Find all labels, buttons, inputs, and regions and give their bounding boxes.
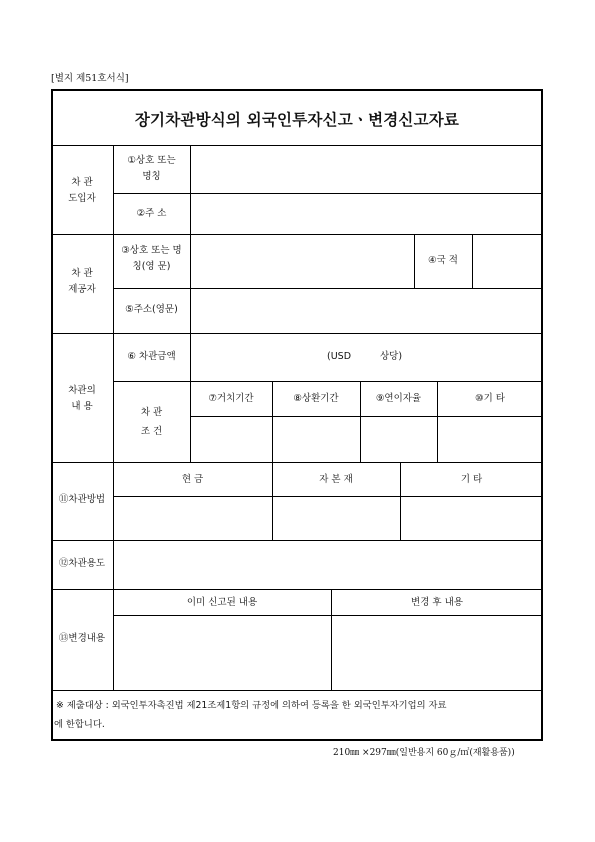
capital-goods-header: 자 본 재 xyxy=(319,474,353,485)
loan-amount-field[interactable] xyxy=(191,334,542,381)
borrower-label-line2: 도입자 xyxy=(68,192,96,204)
loan-usage-field[interactable] xyxy=(114,541,542,589)
cash-header: 현 금 xyxy=(181,474,204,485)
borrower-name-field[interactable] xyxy=(191,146,542,193)
loan-label-line2: 내 용 xyxy=(71,400,93,412)
capital-goods-field[interactable] xyxy=(273,497,400,540)
previously-reported-field[interactable] xyxy=(114,616,331,690)
loan-amount-equivalent: 상당) xyxy=(380,351,403,362)
after-change-field[interactable] xyxy=(332,616,542,690)
loan-section-label xyxy=(51,385,113,414)
grace-period-field[interactable] xyxy=(191,417,272,462)
loan-method-label: ⑪차관방법 xyxy=(58,494,106,505)
loan-amount-currency: (USD xyxy=(327,351,352,362)
other-terms-field[interactable] xyxy=(438,417,542,462)
other-method-header: 기 타 xyxy=(460,474,483,485)
after-change-header: 변경 후 내용 xyxy=(411,597,463,608)
provider-label-line2: 제공자 xyxy=(68,283,96,295)
row-divider xyxy=(51,589,543,590)
paper-spec-footer: 210㎜ ×297㎜(일반용지 60ｇ/㎡(재활용품)) xyxy=(333,748,515,758)
loan-terms-label-line2: 조 건 xyxy=(140,425,163,437)
borrower-name-label-line1: ①상호 또는 xyxy=(127,155,176,166)
provider-nationality-label: ④국 적 xyxy=(428,255,458,266)
provider-label-line1: 차 관 xyxy=(71,268,93,279)
interest-rate-field[interactable] xyxy=(361,417,437,462)
loan-terms-label-line1: 차 관 xyxy=(140,407,163,418)
borrower-address-field[interactable] xyxy=(191,194,542,234)
borrower-section-label xyxy=(51,177,113,206)
interest-rate-header: ⑨연이자율 xyxy=(375,393,422,404)
cash-field[interactable] xyxy=(114,497,272,540)
other-method-field[interactable] xyxy=(401,497,542,540)
previously-reported-header: 이미 신고된 내용 xyxy=(186,597,258,608)
borrower-name-label-line2: 명칭 xyxy=(142,170,161,182)
borrower-address-label: ②주 소 xyxy=(136,208,167,219)
grace-period-header: ⑦거치기간 xyxy=(208,393,254,404)
provider-nationality-field[interactable] xyxy=(473,235,542,288)
borrower-label-line1: 차 관 xyxy=(71,177,93,188)
provider-name-label-line2: 칭(영 문) xyxy=(132,260,171,272)
repayment-period-header: ⑧상환기간 xyxy=(293,393,339,404)
provider-address-field[interactable] xyxy=(191,289,542,333)
row-divider xyxy=(51,462,543,463)
loan-label-line1: 차관의 xyxy=(68,385,96,396)
row-divider xyxy=(51,690,543,691)
row-divider xyxy=(113,381,543,382)
borrower-name-label xyxy=(113,155,190,184)
provider-address-label: ⑤주소(영문) xyxy=(125,304,178,315)
loan-usage-label: ⑫차관용도 xyxy=(58,558,106,569)
submission-note-line2: 에 한합니다. xyxy=(54,719,105,730)
loan-amount-label: ⑥ 차관금액 xyxy=(127,351,176,362)
provider-name-field[interactable] xyxy=(191,235,414,288)
repayment-period-field[interactable] xyxy=(273,417,360,462)
form-title: 장기차관방식의 외국인투자신고ㆍ변경신고자료 xyxy=(134,111,460,129)
submission-note-line1: ※ 제출대상 : 외국인투자촉진법 제21조제1항의 규정에 의하여 등록을 한 외국인투자기업의 자료 xyxy=(56,700,447,711)
form-number-label: [별지 제51호서식] xyxy=(51,73,129,84)
other-terms-header: ⑩기 타 xyxy=(475,393,505,404)
provider-name-label-line1: ③상호 또는 명 xyxy=(121,245,182,256)
provider-section-label xyxy=(51,268,113,297)
change-details-label: ⑬변경내용 xyxy=(58,633,106,644)
loan-terms-label xyxy=(113,407,190,439)
provider-name-label xyxy=(113,245,190,274)
